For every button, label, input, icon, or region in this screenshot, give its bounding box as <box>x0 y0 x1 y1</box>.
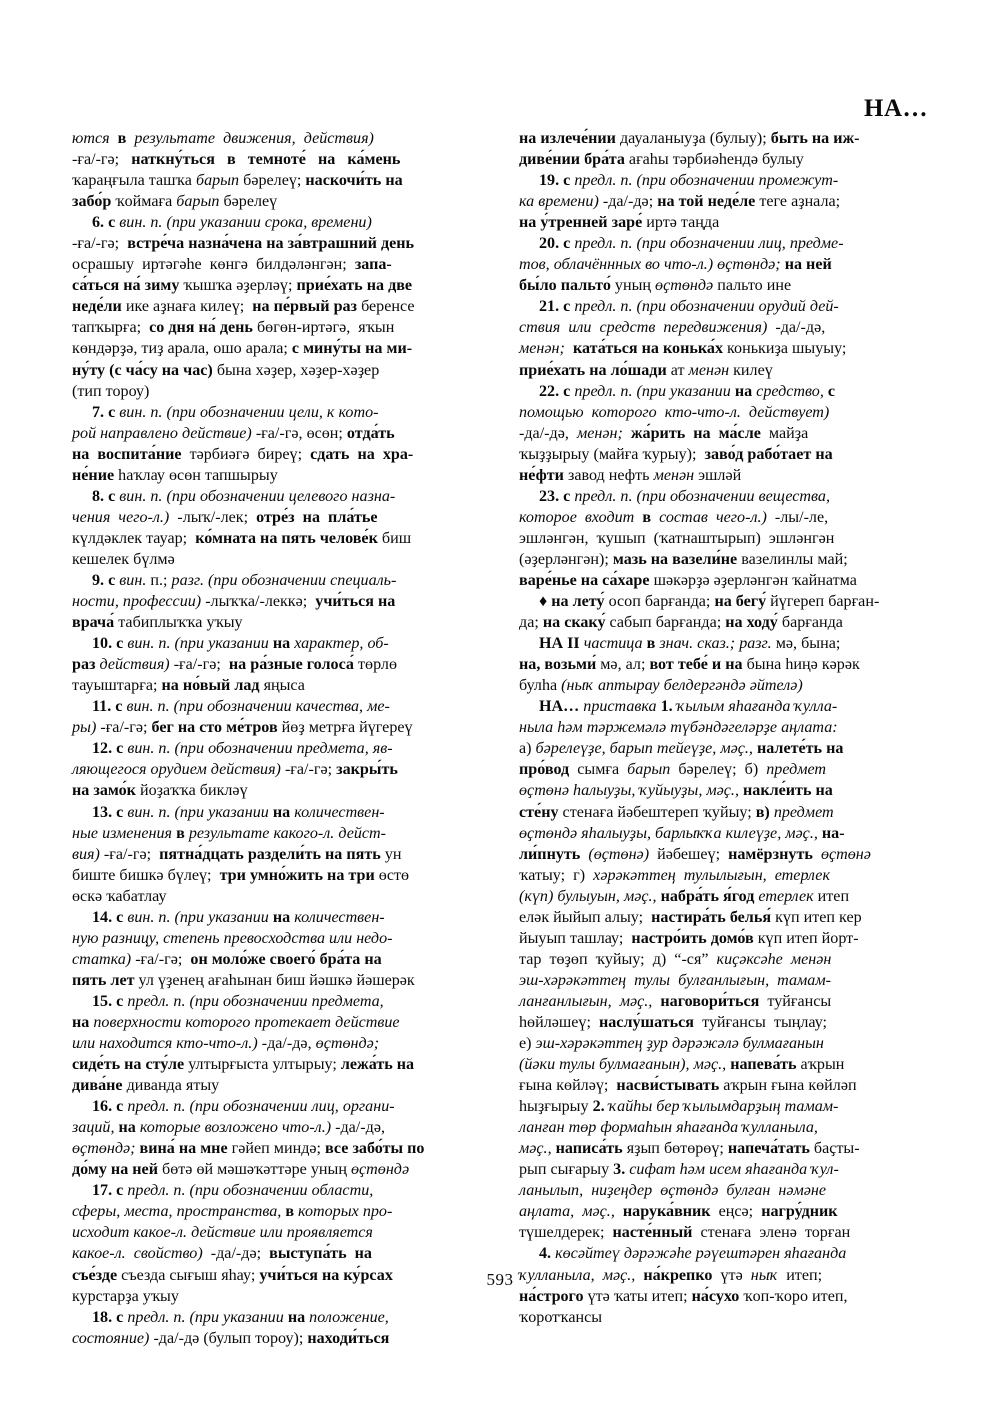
text-line: на замо́к йоҙаҡҡа бикләү <box>72 782 248 800</box>
text-line: врача́ табиплыҡҡа уҡыу <box>72 614 243 632</box>
text-line: һыҙғырыу 2. ҡайһы бер ҡылымдарҙың тамам- <box>519 1098 839 1116</box>
text-line: ются в результате движения, действия) <box>72 130 374 147</box>
text-line: какое-л. свойство) -да/-дә; выступа́ть на <box>72 1245 372 1263</box>
text-line: курстарҙа уҡыу <box>72 1287 179 1305</box>
text-line: а) бәрелеүҙе, барып тейеүҙе, мәҫ., налете́ть на <box>519 740 844 758</box>
text-line: биште бишкә бүлеү; три умно́жить на три өстө <box>72 866 410 884</box>
text-line: на, возьми́ мә, ал; вот тебе́ и на бына һиңә кәрәк <box>519 656 860 674</box>
text-line: про́вод сымға барып бәрелеү; б) предмет <box>519 761 827 779</box>
text-line: ляющегося орудием действия) -ға/-гә; закры́ть <box>72 761 398 779</box>
text-line: сиде́ть на сту́ле ултырғыста ултырыу; лежа́ть на <box>72 1056 415 1074</box>
text-line: тов, облачённных во что-л.) өҫтөндә; на ней <box>519 256 832 274</box>
text-line: съе́зде съезда сығыш яһау; учи́ться на ку́рсах <box>72 1266 393 1284</box>
text-line: өҫтөнә һалыуҙы, ҡуйыуҙы, мәҫ., накле́ить на <box>519 782 833 800</box>
text-line: варе́нье на са́харе шәкәрҙә әҙерләнгән ҡайнатма <box>519 571 857 589</box>
text-line: не́фти завод нефть менән эшләй <box>519 466 742 484</box>
text-line: түшелдерек; насте́нный стенаға эленә торған <box>519 1224 851 1242</box>
text-line: (йәки тулы булмағанын), мәҫ., напева́ть аҡрын <box>519 1056 845 1074</box>
text-line: диве́нии бра́та ағаһы тәрбиәһендә булыу <box>519 151 804 169</box>
text-line: мәҫ., написа́ть яҙып бөтөрөү; напеча́тать баҫты- <box>519 1140 860 1158</box>
text-line: ли́пнуть (өҫтөнә) йәбешеү; намёрзнуть өҫтөнә <box>519 845 871 863</box>
text-line: 8. с вин. п. (при обозначении целевого назна- <box>92 487 396 505</box>
text-line: прие́хать на ло́шади ат менән килеү <box>519 361 773 379</box>
text-line: ка времени) -да/-дә; на той неде́ле теге аҙнала; <box>519 193 841 211</box>
text-line: состояние) -да/-дә (булып тороу); находи́ться <box>72 1329 390 1347</box>
text-line: һөйләшеү; наслу́шаться туйғансы тыңлау; <box>519 1013 828 1031</box>
text-line: ствия или средств передвижения) -да/-дә, <box>519 319 826 337</box>
text-line: 20. с предл. п. (при обозначении лиц, предме- <box>539 235 844 253</box>
text-line: раз действия) -ға/-гә; на ра́зные голоса́ төрлө <box>72 656 397 674</box>
text-line: ҡатыу; г) хәрәкәттең тулылығын, етерлек <box>519 866 830 884</box>
text-line: эш-хәрәкәттең тулы булғанлығын, тамам- <box>519 971 831 989</box>
text-line: 16. с предл. п. (при обозначении лиц, органи- <box>92 1098 395 1116</box>
text-line: ные изменения в результате какого-л. дейст- <box>72 824 387 842</box>
text-line: көндәрҙә, тиҙ арала, ошо арала; с мину́ты на ми- <box>72 340 413 358</box>
text-line: 19. с предл. п. (при обозначении промежут- <box>539 172 839 190</box>
text-line: дива́не диванда ятыу <box>72 1077 220 1095</box>
text-line: которое входит в состав чего-л.) -лы/-ле, <box>519 508 829 526</box>
text-line: (әҙерләнгән); мазь на вазели́не вазелинлы май; <box>519 550 848 568</box>
text-line: ланғанлығын, мәҫ., наговори́ться туйғансы <box>519 992 832 1010</box>
text-line: на у́тренней заре́ иртә таңда <box>519 214 720 232</box>
text-line: ланылып, ниҙеңдер өҫтөндә булған нәмәне <box>519 1182 827 1200</box>
text-line: сте́ну стенаға йәбештереп ҡуйыу; в) предмет <box>519 803 834 821</box>
text-line: ғына көйләү; насви́стывать аҡрын ғына көйләп <box>519 1077 857 1095</box>
text-line: НА… приставка 1. ҡылым яһағанда ҡулла- <box>539 698 838 716</box>
text-line: 7. с вин. п. (при обозначении цели, к кото- <box>92 403 379 421</box>
left-text-column <box>72 128 481 1349</box>
text-line: 21. с предл. п. (при обозначении орудий дей- <box>539 298 839 316</box>
text-line: йыуып ташлау; настро́ить домо́в күп итеп йорт- <box>519 929 859 947</box>
text-line: ҡыҙҙырыу (майға ҡурыу); заво́д рабо́тает на <box>519 445 833 463</box>
text-line: өҫтөндә; вина́ на мне гәйеп миндә; все забо́ты по <box>72 1140 425 1158</box>
text-line: 10. с вин. п. (при указании на характер, об- <box>92 635 389 653</box>
running-head: НА… <box>864 95 928 122</box>
text-line: 11. с вин. п. (при обозначении качества, ме- <box>92 698 390 716</box>
text-line: өҫтөндә яһалыуҙы, барлыҡҡа килеүҙе, мәҫ., на- <box>519 824 845 842</box>
text-line: 6. с вин. п. (при указании срока, времени) <box>92 214 372 232</box>
text-line: күлдәклек тауар; ко́мната на пять челове́к биш <box>72 529 412 547</box>
text-line: на излече́нии дауаланыуҙа (булыу); быть на иж- <box>519 130 860 147</box>
text-line: тапҡырға; со дня на́ день бөгөн-иртәгә, яҡын <box>72 319 395 337</box>
text-line: 22. с предл. п. (при указании на средство, с <box>539 382 836 400</box>
text-line: или находится кто-что-л.) -да/-дә, өҫтөндә; <box>72 1035 380 1053</box>
text-line: тар төҙөп ҡуйыу; д) “-ся” киҫәксәһе менән <box>519 950 832 968</box>
text-line: рып сығарыу 3. сифат һәм исем яһағанда ҡул- <box>519 1161 839 1179</box>
text-line: да; на скаку́ сабып барғанда; на ходу́ барғанда <box>519 614 843 632</box>
text-line: 13. с вин. п. (при указании на количествен- <box>92 803 385 821</box>
text-line: 9. с вин. п.; разг. (при обозначении специаль- <box>92 571 397 589</box>
text-line: пять лет ул үҙенең ағаһынан биш йәшкә йәшерәк <box>72 971 415 989</box>
text-line: рой направлено действие) -ға/-гә, өсөн; отда́ть <box>72 424 395 442</box>
text-line: статка) -ға/-гә; он моло́же своего́ бра́та на <box>72 950 382 968</box>
text-line: осрашыу иртәгәһе көнгә билдәләнгән; запа- <box>72 256 392 274</box>
text-line: -да/-дә, менән; жа́рить на ма́сле майҙа <box>519 424 809 442</box>
text-line: бы́ло пальто́ уның өҫтөндә пальто ине <box>519 277 792 295</box>
text-line: неде́ли ике аҙнаға килеү; на пе́рвый раз беренсе <box>72 298 415 316</box>
text-line: помощью которого кто-что-л. действует) <box>519 403 830 421</box>
text-line: забо́р ҡоймаға барып бәрелеү <box>72 193 278 211</box>
text-line: ры) -ға/-гә; бег на сто ме́тров йөҙ метрға йүгереү <box>72 719 413 737</box>
text-line: до́му на ней бөтә өй мәшәҡәттәре уның өҫтөндә <box>72 1161 410 1179</box>
text-line: -ға/-гә; наткну́ться в темноте́ на ка́мень <box>72 151 401 169</box>
text-line: ҡулланыла, мәҫ., на́крепко үтә ныҡ итеп; <box>519 1266 823 1284</box>
text-line: -ға/-гә; встре́ча назна́чена на за́втрашний день <box>72 235 415 253</box>
text-line: ланған төр формаһын яһағанда ҡулланыла, <box>519 1119 818 1137</box>
text-line: тауыштарға; на но́вый лад яңыса <box>72 677 305 695</box>
text-line: на воспита́ние тәрбиәгә биреү; сдать на хра- <box>72 445 414 463</box>
text-line: еләк йыйып алыу; настира́ть белья́ күп итеп кер <box>519 908 862 926</box>
text-line: 4. көсәйтеү дәрәжәһе рәүештәрен яһағанда <box>539 1245 847 1263</box>
text-line: ности, профессии) -лыҡҡа/-леккә; учи́ться на <box>72 593 396 611</box>
text-line: ♦ на лету́ осоп барғанда; на бегу́ йүгереп барған- <box>539 593 880 611</box>
text-line: не́ние һаҡлау өсөн тапшырыу <box>72 466 278 484</box>
page-number: 593 <box>486 1270 514 1289</box>
text-line: ҡараңғыла ташҡа барып бәрелеү; наскочи́ть на <box>72 172 403 190</box>
text-line: сферы, места, пространства, в которых про- <box>72 1203 393 1221</box>
text-line: өскә ҡабатлау <box>72 887 167 905</box>
text-line: исходит какое-л. действие или проявляется <box>72 1224 373 1242</box>
text-line: е) эш-хәрәкәттең ҙур дәрәжәлә булмағанын <box>519 1035 824 1053</box>
text-line: эшләнгән, ҡушып (ҡатнаштырып) эшләнгән <box>519 529 835 547</box>
text-line: НА II частица в знач. сказ.; разг. мә, бына; <box>539 635 841 653</box>
text-line: ную разницу, степень превосходства или недо- <box>72 929 393 947</box>
text-line: вия) -ға/-гә; пятна́дцать раздели́ть на пять ун <box>72 845 402 863</box>
text-line: ҡоротҡансы <box>519 1308 603 1326</box>
text-line: (тип тороу) <box>72 382 150 400</box>
text-line: 14. с вин. п. (при указании на количествен- <box>92 908 385 926</box>
text-line: 17. с предл. п. (при обозначении области, <box>92 1182 374 1200</box>
text-line: ныла һәм тәржемәлә түбәндәгеләрҙе аңлата: <box>519 719 838 737</box>
text-line: ну́ту (с ча́су на час) бына хәҙер, хәҙер-хәҙер <box>72 361 380 379</box>
text-line: са́ться на́ зиму ҡышҡа әҙерләү; прие́хать на две <box>72 277 413 295</box>
text-line: заций, на которые возложено что-л.) -да/-дә, <box>72 1119 385 1137</box>
text-line: кешелек бүлмә <box>72 550 175 568</box>
text-line: 12. с вин. п. (при обозначении предмета, яв- <box>92 740 393 758</box>
text-line: аңлата, мәҫ., нарука́вник еңсә; нагру́дник <box>519 1203 838 1221</box>
text-line: 15. с предл. п. (при обозначении предмета, <box>92 992 384 1010</box>
text-line: 18. с предл. п. (при указании на положение, <box>92 1308 389 1326</box>
text-line: булһа (ныҡ аптырау белдергәндә әйтелә) <box>519 677 803 695</box>
right-text-column <box>519 128 928 1349</box>
text-line: чения чего-л.) -лыҡ/-лек; отре́з на пла́тье <box>72 508 378 526</box>
text-line: (күп) булыуын, мәҫ., набра́ть я́год етерлек итеп <box>519 887 850 905</box>
text-columns <box>72 128 928 1349</box>
text-line: на поверхности которого протекает действие <box>72 1013 400 1031</box>
text-line: менән; ката́ться на конька́х конькиҙа шыуыу; <box>519 340 847 358</box>
text-line: 23. с предл. п. (при обозначении вещества, <box>539 487 830 505</box>
text-line: на́строго үтә ҡаты итеп; на́сухо ҡоп-ҡоро итеп, <box>519 1287 848 1305</box>
